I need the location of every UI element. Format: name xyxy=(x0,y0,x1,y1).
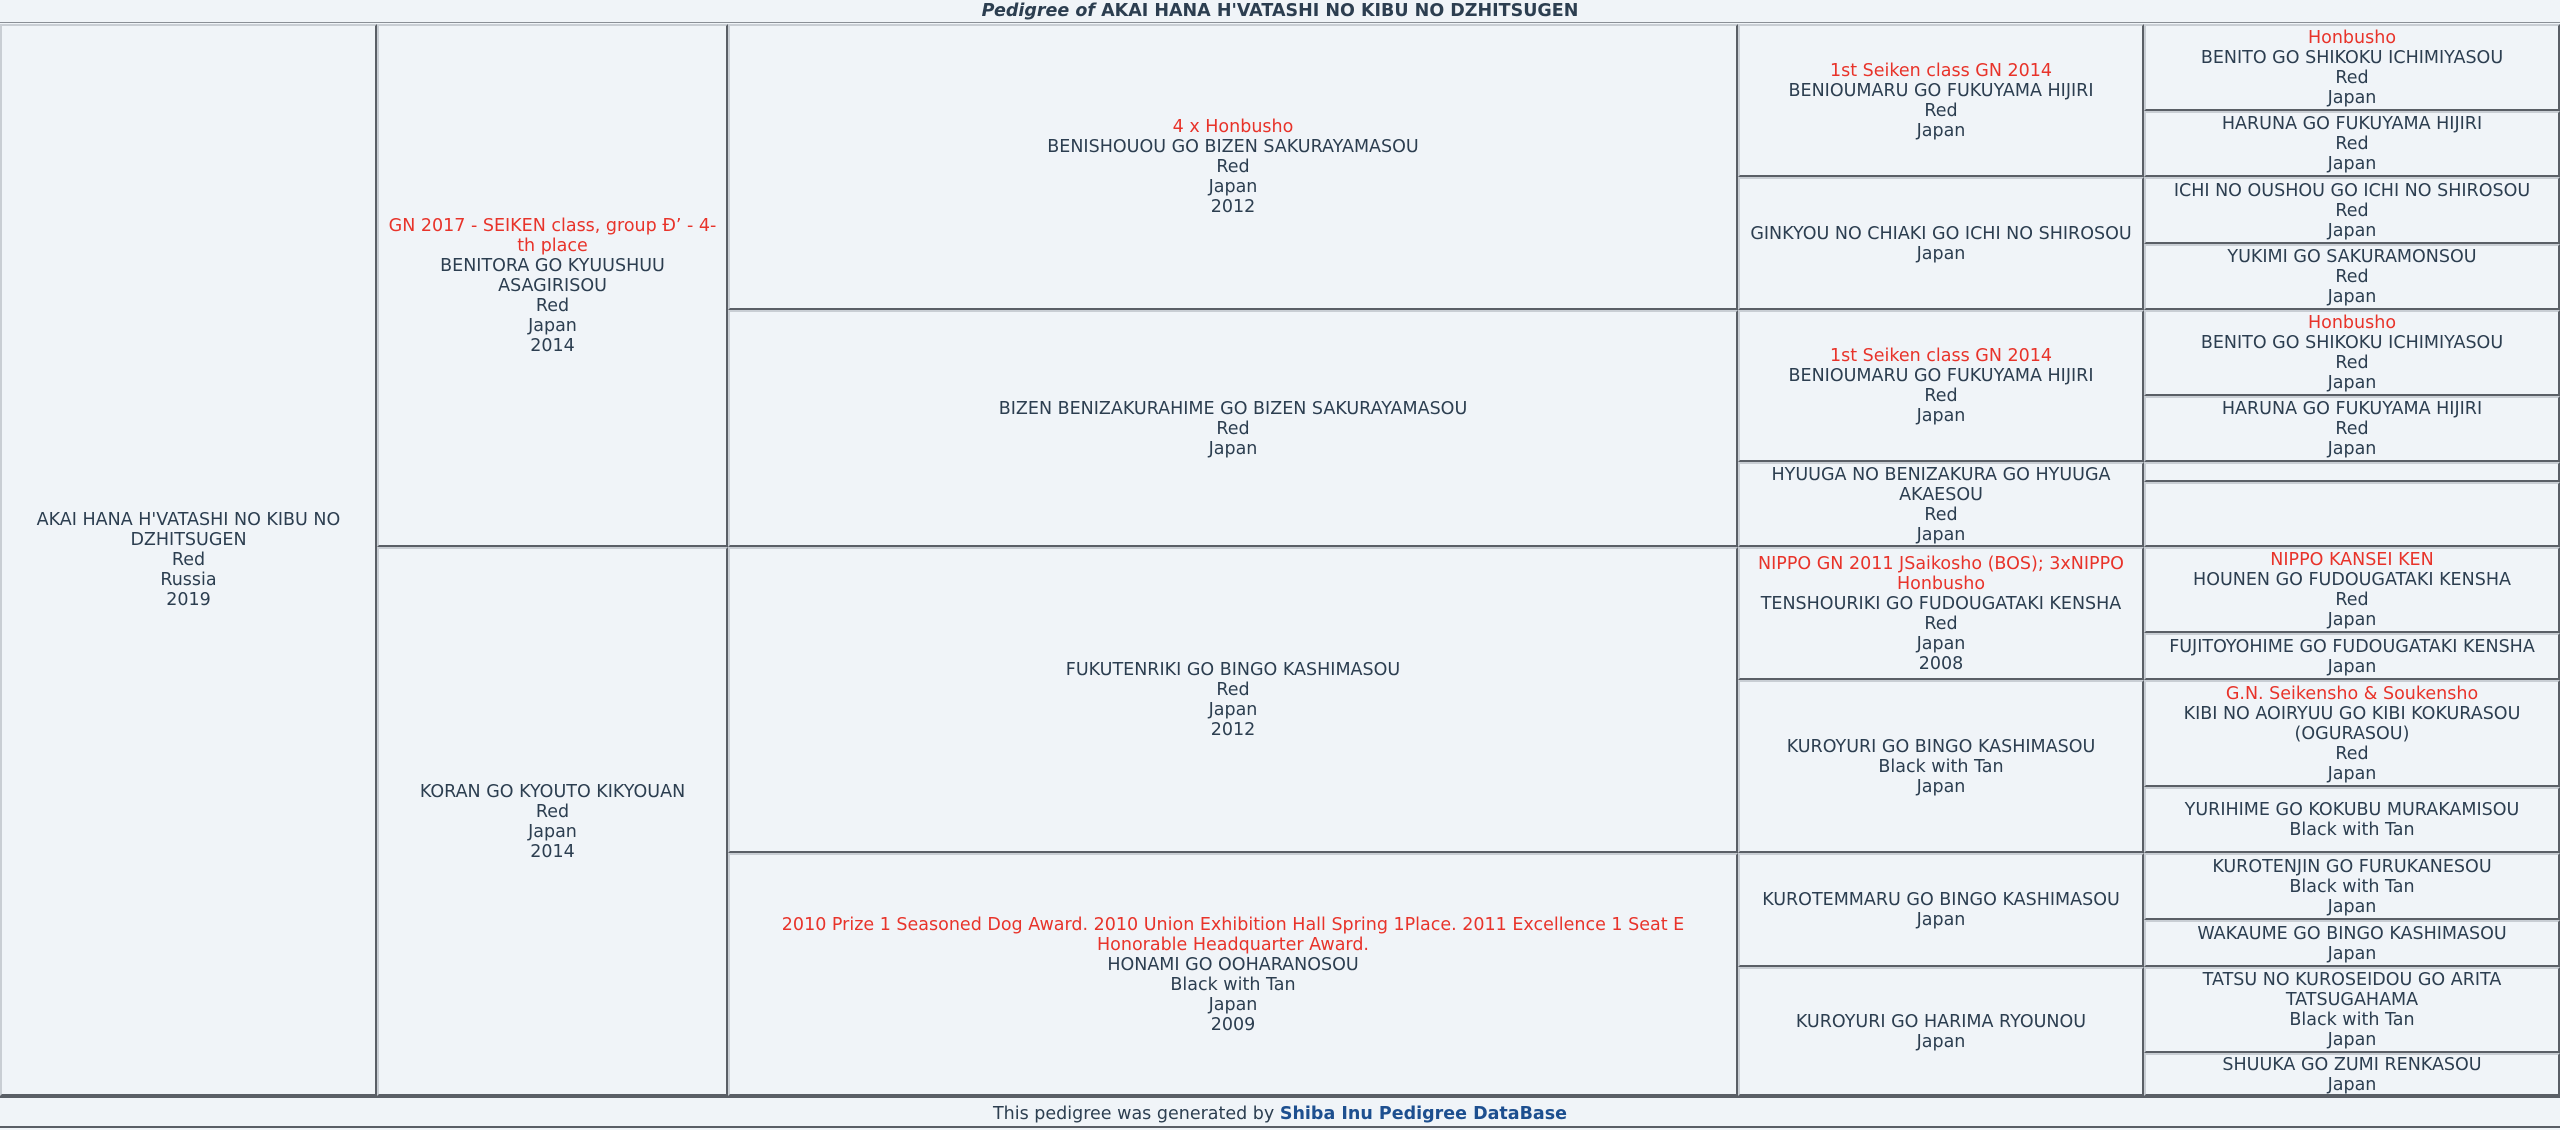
dog-award: G.N. Seikensho & Soukensho xyxy=(2225,683,2479,704)
gen4-ancestor-cell xyxy=(2144,853,2560,920)
dog-country: Japan xyxy=(2327,154,2377,174)
sire-sire-cell xyxy=(728,24,1738,310)
dog-award: GN 2017 - SEIKEN class, group Đ’ - 4-th place xyxy=(388,215,717,256)
pedigree-title xyxy=(0,0,2560,23)
gen4-ancestor-cell xyxy=(2144,547,2560,633)
dog-color: Red xyxy=(2335,267,2369,287)
dog-country: Japan xyxy=(2327,656,2377,677)
dog-country: Japan xyxy=(2327,896,2377,917)
dog-name[interactable]: BENITO GO SHIKOKU ICHIMIYASOU xyxy=(2200,333,2504,353)
gen4-ancestor-cell xyxy=(2144,244,2560,310)
gen4-ancestor-cell xyxy=(2144,633,2560,680)
gen4-ancestor-cell xyxy=(2144,967,2560,1053)
title-prefix: Pedigree of xyxy=(981,1,1095,21)
dog-name[interactable]: WAKAUME GO BINGO KASHIMASOU xyxy=(2197,923,2507,944)
dog-award: 1st Seiken class GN 2014 xyxy=(1829,346,2053,366)
dog-award: NIPPO KANSEI KEN xyxy=(2270,550,2434,570)
dog-year: 2014 xyxy=(530,841,575,862)
dog-name[interactable]: HARUNA GO FUKUYAMA HIJIRI xyxy=(2221,399,2483,419)
dog-name[interactable]: BENIOUMARU GO FUKUYAMA HIJIRI xyxy=(1788,80,2094,101)
gen3-ancestor-cell xyxy=(1738,177,2144,310)
dog-color: Red xyxy=(171,550,206,570)
dog-name[interactable]: BENIOUMARU GO FUKUYAMA HIJIRI xyxy=(1788,366,2094,386)
dog-country: Japan xyxy=(1208,177,1258,197)
dog-name[interactable]: FUJITOYOHIME GO FUDOUGATAKI KENSHA xyxy=(2169,636,2535,657)
dog-name[interactable]: KUROYURI GO BINGO KASHIMASOU xyxy=(1786,736,2096,757)
dog-color: Red xyxy=(1216,157,1250,177)
dog-name[interactable]: YUKIMI GO SAKURAMONSOU xyxy=(2227,247,2477,267)
dog-year: 2012 xyxy=(1210,720,1256,740)
dog-country: Japan xyxy=(1916,1031,1966,1052)
dog-name[interactable]: KORAN GO KYOUTO KIKYOUAN xyxy=(419,781,686,802)
dog-year: 2014 xyxy=(530,335,575,356)
dog-color: Red xyxy=(535,801,570,822)
dog-name[interactable]: HONAMI GO OOHARANOSOU xyxy=(1107,954,1359,975)
dog-name[interactable]: TENSHOURIKI GO FUDOUGATAKI KENSHA xyxy=(1760,593,2122,614)
dog-country: Japan xyxy=(1208,994,1258,1015)
gen3-ancestor-cell xyxy=(1738,853,2144,967)
dog-color: Red xyxy=(1216,418,1250,439)
dog-name[interactable]: KUROTEMMARU GO BINGO KASHIMASOU xyxy=(1762,890,2120,910)
dog-color: Red xyxy=(2335,419,2369,439)
dog-name[interactable]: SHUUKA GO ZUMI RENKASOU xyxy=(2222,1054,2482,1075)
dog-name[interactable]: TATSU NO KUROSEIDOU GO ARITA TATSUGAHAMA xyxy=(2202,970,2502,1010)
dog-country: Japan xyxy=(2327,1030,2377,1050)
dog-name[interactable]: FUKUTENRIKI GO BINGO KASHIMASOU xyxy=(1065,660,1401,680)
dog-name[interactable]: AKAI HANA H'VATASHI NO KIBU NO DZHITSUGEN xyxy=(36,510,341,550)
dog-country: Japan xyxy=(2327,439,2377,459)
dog-color: Red xyxy=(1924,386,1958,406)
dog-award: 4 x Honbusho xyxy=(1172,117,1294,137)
dog-country: Japan xyxy=(1208,438,1258,459)
dog-color: Red xyxy=(1924,100,1958,121)
sire-dam-cell xyxy=(728,310,1738,547)
dog-country: Japan xyxy=(1916,776,1966,797)
gen4-ancestor-cell xyxy=(2144,396,2560,462)
footer-text: This pedigree was generated by xyxy=(992,1104,1275,1124)
dog-name[interactable]: HOUNEN GO FUDOUGATAKI KENSHA xyxy=(2193,570,2511,590)
dog-award: Honbusho xyxy=(2307,27,2397,48)
database-link[interactable]: Shiba Inu Pedigree DataBase xyxy=(1279,1104,1568,1124)
dog-name[interactable]: BENITO GO SHIKOKU ICHIMIYASOU xyxy=(2200,47,2504,68)
dog-name[interactable]: HYUUGA NO BENIZAKURA GO HYUUGA AKAESOU xyxy=(1771,464,2111,505)
dog-name[interactable]: KUROYURI GO HARIMA RYOUNOU xyxy=(1795,1011,2087,1032)
dam-sire-cell xyxy=(728,547,1738,853)
dog-color: Red xyxy=(2335,67,2369,88)
gen4-ancestor-cell xyxy=(2144,24,2560,111)
dog-country: Japan xyxy=(1208,700,1258,720)
dog-color: Black with Tan xyxy=(2289,1010,2415,1030)
dog-color: Red xyxy=(2335,134,2369,154)
dog-name[interactable]: BENISHOUOU GO BIZEN SAKURAYAMASOU xyxy=(1047,137,1419,157)
gen4-ancestor-cell xyxy=(2144,920,2560,967)
dog-color: Black with Tan xyxy=(2289,876,2415,897)
gen4-empty-cell xyxy=(2144,482,2560,547)
dog-name[interactable]: KUROTENJIN GO FURUKANESOU xyxy=(2212,856,2492,877)
dog-country: Japan xyxy=(1916,524,1966,545)
dam-cell xyxy=(377,547,728,1096)
gen3-ancestor-cell xyxy=(1738,680,2144,853)
gen4-ancestor-cell xyxy=(2144,680,2560,787)
dog-country: Japan xyxy=(528,315,577,336)
dog-name[interactable]: ICHI NO OUSHOU GO ICHI NO SHIROSOU xyxy=(2173,180,2531,201)
dam-dam-cell xyxy=(728,853,1738,1096)
dog-country: Japan xyxy=(2327,287,2377,307)
dog-country: Japan xyxy=(2327,1074,2377,1095)
gen3-ancestor-cell xyxy=(1738,547,2144,680)
footer xyxy=(0,1096,2560,1130)
gen4-empty-cell xyxy=(2144,462,2560,482)
dog-color: Red xyxy=(2335,590,2369,610)
dog-country: Japan xyxy=(528,821,577,842)
dog-country: Japan xyxy=(2327,610,2377,630)
dog-color: Red xyxy=(1924,504,1958,525)
dog-country: Japan xyxy=(1916,910,1966,930)
dog-country: Japan xyxy=(1916,406,1966,426)
gen4-ancestor-cell xyxy=(2144,310,2560,396)
subject-dog-cell xyxy=(0,24,377,1096)
dog-country: Russia xyxy=(160,570,217,590)
gen3-ancestor-cell xyxy=(1738,462,2144,547)
dog-color: Black with Tan xyxy=(1878,756,2004,777)
dog-name[interactable]: BENITORA GO KYUUSHUU ASAGIRISOU xyxy=(440,255,665,296)
dog-name[interactable]: KIBI NO AOIRYUU GO KIBI KOKURASOU (OGURASOU) xyxy=(2183,703,2521,744)
dog-country: Japan xyxy=(2327,220,2377,241)
dog-country: Japan xyxy=(2327,763,2377,784)
gen3-ancestor-cell xyxy=(1738,967,2144,1096)
sire-cell xyxy=(377,24,728,547)
dog-color: Black with Tan xyxy=(2289,820,2415,840)
dog-year: 2012 xyxy=(1210,197,1256,217)
dog-country: Japan xyxy=(2327,373,2377,393)
dog-country: Japan xyxy=(2327,87,2377,108)
dog-year: 2008 xyxy=(1918,653,1964,674)
dog-name[interactable]: HARUNA GO FUKUYAMA HIJIRI xyxy=(2221,114,2483,134)
dog-color: Red xyxy=(1216,680,1250,700)
dog-year: 2009 xyxy=(1210,1014,1256,1035)
dog-country: Japan xyxy=(1916,243,1966,264)
dog-award: 2010 Prize 1 Seasoned Dog Award. 2010 Union Exhibition Hall Spring 1Place. 2011 Excellence 1 Seat E Honorable Headquarter Award. xyxy=(781,914,1685,955)
dog-country: Japan xyxy=(1916,120,1966,141)
dog-name[interactable]: GINKYOU NO CHIAKI GO ICHI NO SHIROSOU xyxy=(1750,223,2132,244)
dog-award: Honbusho xyxy=(2307,313,2397,333)
gen4-ancestor-cell xyxy=(2144,177,2560,244)
dog-color: Black with Tan xyxy=(1170,974,1296,995)
dog-color: Red xyxy=(2335,743,2369,764)
dog-color: Red xyxy=(1924,613,1958,634)
gen4-ancestor-cell xyxy=(2144,1053,2560,1096)
gen4-ancestor-cell xyxy=(2144,111,2560,177)
gen3-ancestor-cell xyxy=(1738,310,2144,462)
dog-name[interactable]: BIZEN BENIZAKURAHIME GO BIZEN SAKURAYAMASOU xyxy=(998,398,1468,419)
gen3-ancestor-cell xyxy=(1738,24,2144,177)
dog-country: Japan xyxy=(2327,943,2377,964)
title-dog-name: AKAI HANA H'VATASHI NO KIBU NO DZHITSUGEN xyxy=(1101,1,1579,21)
dog-country: Japan xyxy=(1916,633,1966,654)
dog-year: 2019 xyxy=(166,590,211,610)
dog-award: NIPPO GN 2011 JSaikosho (BOS); 3xNIPPO Honbusho xyxy=(1758,553,2124,594)
dog-award: 1st Seiken class GN 2014 xyxy=(1829,60,2053,81)
dog-name[interactable]: YURIHIME GO KOKUBU MURAKAMISOU xyxy=(2184,800,2520,820)
dog-color: Red xyxy=(2335,353,2369,373)
gen4-ancestor-cell xyxy=(2144,787,2560,853)
dog-color: Red xyxy=(2335,200,2369,221)
dog-color: Red xyxy=(535,295,570,316)
